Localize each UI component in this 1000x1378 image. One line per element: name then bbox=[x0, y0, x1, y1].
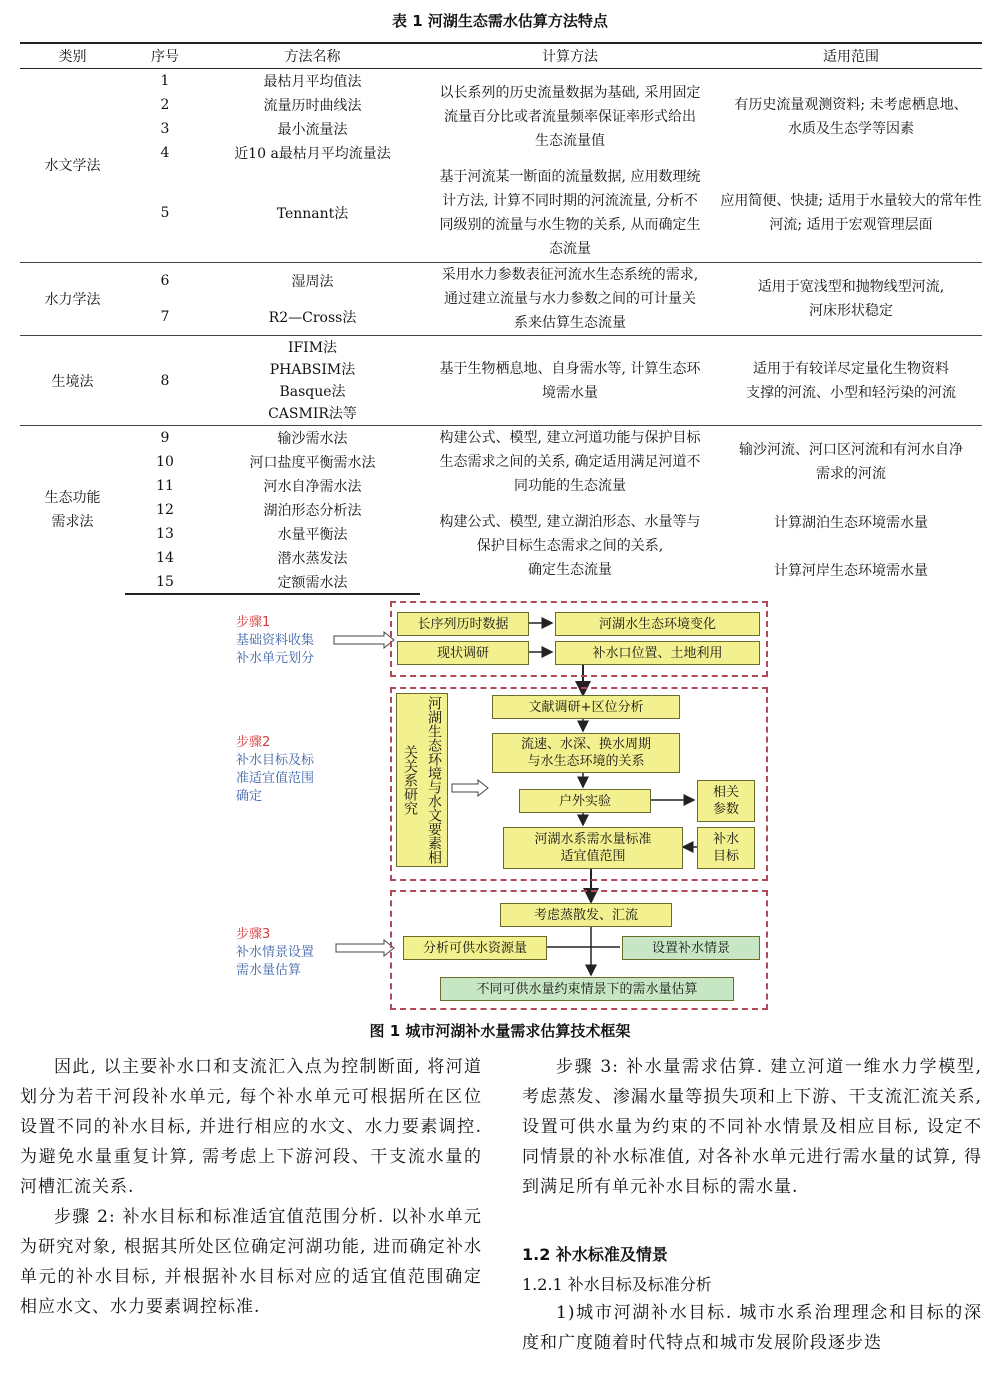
step3-number: 步骤3 bbox=[236, 927, 271, 942]
section-heading-1-2-1 bbox=[522, 1272, 712, 1295]
calc-cell: 构建公式、模型, 建立河道功能与保护目标 生态需求之间的关系, 确定适用满足河道不 同功能的生态流量 bbox=[420, 426, 720, 499]
number-cell: 9 bbox=[125, 426, 205, 450]
number-cell: 13 bbox=[156, 526, 174, 542]
number-cell: 11 bbox=[156, 477, 174, 494]
header-scope: 适用范围 bbox=[720, 43, 982, 69]
header-category: 类别 bbox=[20, 43, 125, 69]
section-heading-1-2: 1.2 补水标准及情景 bbox=[522, 1245, 668, 1264]
method-cell: 流量历时曲线法 bbox=[263, 97, 362, 114]
header-number: 序号 bbox=[125, 43, 205, 69]
calc-cell: 基于生物栖息地、自身需水等, 计算生态环 境需水量 bbox=[420, 336, 720, 426]
box-eco-change: 河湖水生态环境变化 bbox=[555, 612, 760, 636]
box-vertical-relation-study: 河湖生态环境与水文要素相关关系研究 bbox=[396, 693, 448, 867]
method-cell: R2—Cross法 bbox=[268, 310, 357, 326]
box-field-experiment: 户外实验 bbox=[519, 789, 651, 813]
calc-cell: 构建公式、模型, 建立湖泊形态、水量等与 保护目标生态需求之间的关系, 确定生态流量 bbox=[439, 514, 701, 578]
category-cell: 水力学法 bbox=[20, 263, 125, 336]
scope-cell: 适用于宽浅型和抛物线型河流, 河床形状稳定 bbox=[720, 263, 982, 336]
method-cell: 河口盐度平衡需水法 bbox=[249, 454, 376, 471]
box-supply-target: 补水 目标 bbox=[697, 827, 755, 869]
step3-text-2: 需水量估算 bbox=[236, 963, 302, 978]
left-column bbox=[20, 1052, 482, 1322]
method-cell: 潜水蒸发法 bbox=[277, 551, 348, 567]
step2-number: 步骤2 bbox=[236, 735, 271, 750]
step1-number: 步骤1 bbox=[236, 615, 271, 630]
number-cell: 5 bbox=[160, 205, 170, 222]
box-literature: 文献调研+区位分析 bbox=[492, 695, 680, 719]
right-paragraph-1: 步骤 3: 补水量需求估算. 建立河道一维水力学模型, 考虑蒸发、渗漏水量等损失项和上下游、干支流汇流关系, 设置可供水量为约束的不同补水情景及相应目标, 设定不同情景的补水标准值, 对各补水单元进行需水量的试算, 得到满足所有单元补水目标的需水量. bbox=[522, 1057, 982, 1197]
step2-text-3: 确定 bbox=[236, 789, 263, 804]
box-survey: 现状调研 bbox=[397, 641, 529, 665]
number-cell: 8 bbox=[125, 336, 205, 426]
box-available-water: 分析可供水资源量 bbox=[403, 936, 547, 960]
method-cell: 湿周法 bbox=[205, 263, 420, 300]
method-cell: Tennant法 bbox=[276, 206, 349, 223]
number-cell: 10 bbox=[156, 453, 174, 470]
method-cell: IFIM法 PHABSIM法 Basque法 CASMIR法等 bbox=[205, 336, 420, 426]
step2-text-1: 补水目标及标 bbox=[236, 753, 315, 768]
number-cell: 15 bbox=[125, 570, 205, 594]
category-cell: 生态功能 需求法 bbox=[20, 426, 125, 595]
scope-cell: 计算湖泊生态环境需水量 bbox=[774, 515, 928, 531]
header-method-name: 方法名称 bbox=[205, 43, 420, 69]
box-standard-range: 河湖水系需水量标准 适宜值范围 bbox=[503, 827, 683, 869]
method-cell: 输沙需水法 bbox=[205, 426, 420, 450]
method-cell: 河水自净需水法 bbox=[263, 478, 362, 495]
figure-caption: 图 1 城市河湖补水量需求估算技术框架 bbox=[369, 1022, 631, 1040]
box-long-series-data: 长序列历时数据 bbox=[397, 612, 529, 636]
calc-cell: 采用水力参数表征河流水生态系统的需求, 通过建立流量与水力参数之间的可计量关 系来估算生态流量 bbox=[420, 263, 720, 336]
number-cell: 12 bbox=[156, 502, 174, 518]
right-paragraph-2: 1)城市河湖补水目标. 城市水系治理理念和目标的深度和广度随着时代特点和城市发展阶段逐步迭 bbox=[522, 1303, 982, 1353]
number-cell: 7 bbox=[160, 309, 170, 325]
right-column-2 bbox=[522, 1298, 982, 1358]
method-cell: 湖泊形态分析法 bbox=[263, 503, 362, 519]
scope-cell: 计算河岸生态环境需水量 bbox=[774, 563, 928, 579]
calc-cell: 以长系列的历史流量数据为基础, 采用固定 流量百分比或者流量频率保证率形式给出 生态流量值 bbox=[439, 84, 701, 149]
step1-text-2: 补水单元划分 bbox=[236, 651, 315, 666]
scope-cell: 适用于有较详尽定量化生物资料 支撑的河流、小型和轻污染的河流 bbox=[720, 336, 982, 426]
box-outlet-landuse: 补水口位置、土地利用 bbox=[555, 641, 760, 665]
calc-cell: 基于河流某一断面的流量数据, 应用数理统 计方法, 计算不同时期的河流流量, 分析不 同级别的流量与水生物的关系, 从而确定生 态流量 bbox=[439, 169, 701, 258]
box-evaporation: 考虑蒸散发、汇流 bbox=[500, 903, 672, 927]
step1-label bbox=[236, 614, 314, 668]
category-cell: 生境法 bbox=[20, 336, 125, 426]
category-cell: 水文学法 bbox=[44, 157, 101, 174]
method-cell: 水量平衡法 bbox=[277, 527, 348, 543]
box-related-params: 相关 参数 bbox=[697, 780, 755, 822]
left-paragraph-1: 因此, 以主要补水口和支流汇入点为控制断面, 将河道划分为若干河段补水单元, 每个补水单元可根据所在区位设置不同的补水目标, 并进行相应的水文、水力要素调控. 为避免水量重复计算, 需考虑上下游河段、干支流水量的河槽汇流关系. bbox=[20, 1057, 482, 1197]
table-caption: 表 1 河湖生态需水估算方法特点 bbox=[392, 12, 608, 30]
number-cell: 4 bbox=[160, 144, 170, 161]
right-column bbox=[522, 1052, 982, 1202]
left-paragraph-2: 步骤 2: 补水目标和标准适宜值范围分析. 以补水单元为研究对象, 根据其所处区位确定河湖功能, 进而确定补水单元的补水目标, 并根据补水目标对应的适宜值范围确定相应水文、水力要素调控标准. bbox=[20, 1207, 482, 1317]
method-cell: 最小流量法 bbox=[277, 121, 348, 138]
method-cell: 定额需水法 bbox=[205, 570, 420, 594]
step3-text-1: 补水情景设置 bbox=[236, 945, 315, 960]
number-cell: 2 bbox=[160, 96, 170, 113]
header-calc-method: 计算方法 bbox=[420, 43, 720, 69]
method-cell: 近10 a最枯月平均流量法 bbox=[234, 145, 391, 162]
step2-label bbox=[236, 734, 314, 806]
number-cell: 14 bbox=[156, 550, 174, 566]
number-cell: 6 bbox=[125, 263, 205, 300]
section-heading-1-2-1-text: 1.2.1 补水目标及标准分析 bbox=[522, 1275, 712, 1294]
scope-cell: 有历史流量观测资料; 未考虑栖息地、 水质及生态学等因素 bbox=[734, 96, 968, 137]
box-flow-relation: 流速、水深、换水周期 与水生态环境的关系 bbox=[492, 733, 680, 773]
box-demand-estimate: 不同可供水量约束情景下的需水量估算 bbox=[440, 977, 734, 1001]
number-cell: 1 bbox=[160, 72, 170, 89]
method-cell: 最枯月平均值法 bbox=[263, 73, 362, 90]
scope-cell: 输沙河流、河口区河流和有河水自净 需求的河流 bbox=[720, 426, 982, 499]
box-set-scenario: 设置补水情景 bbox=[622, 936, 760, 960]
scope-cell: 应用简便、快捷; 适用于水量较大的常年性 河流; 适用于宏观管理层面 bbox=[720, 193, 982, 234]
step2-text-2: 准适宜值范围 bbox=[236, 771, 315, 786]
number-cell: 3 bbox=[160, 120, 170, 137]
step1-text-1: 基础资料收集 bbox=[236, 633, 315, 648]
step3-label bbox=[236, 926, 314, 980]
